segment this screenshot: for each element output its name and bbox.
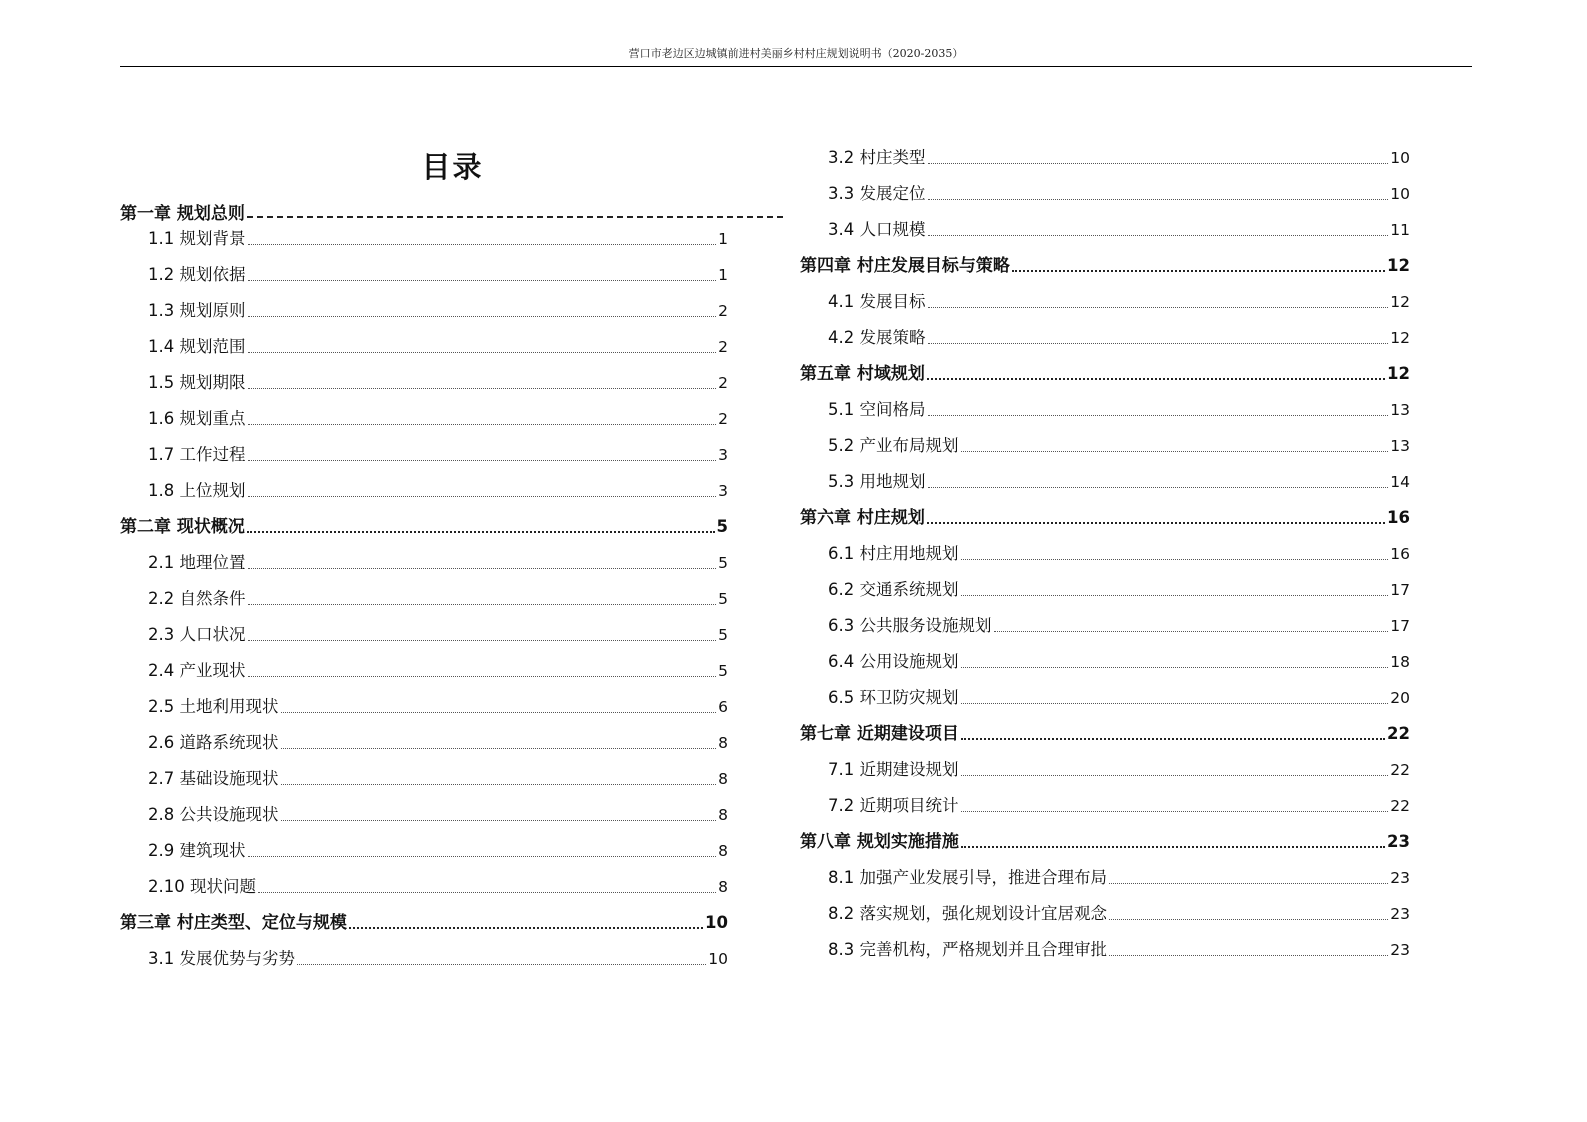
- toc-leader-dots: [281, 712, 717, 713]
- toc-section-entry[interactable]: [148, 693, 728, 719]
- toc-leader-dots: [961, 738, 1385, 740]
- toc-entry-page-number: 18: [1390, 653, 1410, 671]
- toc-leader-dots: [961, 775, 1389, 776]
- toc-entry-page-number: 17: [1390, 581, 1410, 599]
- toc-entry-page-number: 16: [1390, 545, 1410, 563]
- toc-section-entry[interactable]: [148, 333, 728, 359]
- toc-section-entry[interactable]: [828, 864, 1410, 890]
- toc-leader-dots: [1109, 955, 1388, 956]
- toc-entry-label: 1.8 上位规划: [148, 481, 246, 500]
- toc-section-entry[interactable]: [148, 405, 728, 431]
- toc-leader-dots: [258, 892, 716, 893]
- toc-section-entry[interactable]: [828, 144, 1410, 170]
- toc-entry-page-number: 10: [705, 913, 728, 932]
- toc-section-entry[interactable]: [828, 792, 1410, 818]
- toc-entry-label: 3.3 发展定位: [828, 184, 926, 203]
- page-header: 营口市老边区边城镇前进村美丽乡村村庄规划说明书（2020-2035）: [628, 47, 964, 60]
- toc-section-entry[interactable]: [148, 621, 728, 647]
- toc-leader-dots: [961, 595, 1389, 596]
- toc-section-entry[interactable]: [828, 432, 1410, 458]
- toc-entry-label: 4.2 发展策略: [828, 328, 926, 347]
- toc-entry-page-number: 10: [1390, 185, 1410, 203]
- toc-entry-page-number: 8: [718, 878, 728, 896]
- toc-entry-label: 第四章 村庄发展目标与策略: [800, 256, 1010, 276]
- toc-leader-dots: [1109, 919, 1388, 920]
- toc-entry-page-number: 12: [1390, 293, 1410, 311]
- toc-chapter-entry[interactable]: [120, 200, 785, 226]
- toc-section-entry[interactable]: [148, 801, 728, 827]
- toc-section-entry[interactable]: [828, 900, 1410, 926]
- toc-entry-page-number: 12: [1390, 329, 1410, 347]
- toc-chapter-entry[interactable]: [800, 828, 1410, 854]
- toc-entry-page-number: 13: [1390, 401, 1410, 419]
- toc-leader-dots: [248, 244, 717, 245]
- toc-chapter-entry[interactable]: [800, 360, 1410, 386]
- toc-leader-dots: [248, 424, 717, 425]
- toc-chapter-entry[interactable]: [120, 513, 728, 539]
- toc-entry-label: 3.2 村庄类型: [828, 148, 926, 167]
- toc-entry-page-number: 16: [1387, 508, 1410, 527]
- toc-entry-label: 2.6 道路系统现状: [148, 733, 279, 752]
- toc-entry-page-number: 20: [1390, 689, 1410, 707]
- toc-leader-dots: [248, 640, 717, 641]
- toc-leader-dots: [248, 604, 717, 605]
- toc-entry-label: 1.5 规划期限: [148, 373, 246, 392]
- toc-entry-label: 6.4 公用设施规划: [828, 652, 959, 671]
- toc-leader-dots: [247, 216, 783, 218]
- toc-entry-page-number: 17: [1390, 617, 1410, 635]
- toc-leader-dots: [297, 964, 706, 965]
- toc-entry-page-number: 12: [1387, 256, 1410, 275]
- toc-entry-page-number: 2: [718, 410, 728, 428]
- toc-entry-page-number: 2: [718, 374, 728, 392]
- toc-leader-dots: [928, 487, 1389, 488]
- toc-leader-dots: [349, 927, 703, 929]
- toc-section-entry[interactable]: [148, 261, 728, 287]
- toc-entry-label: 2.5 土地利用现状: [148, 697, 279, 716]
- toc-entry-label: 3.4 人口规模: [828, 220, 926, 239]
- toc-entry-page-number: 12: [1387, 364, 1410, 383]
- toc-entry-label: 2.1 地理位置: [148, 553, 246, 572]
- toc-section-entry[interactable]: [828, 288, 1410, 314]
- toc-entry-page-number: 13: [1390, 437, 1410, 455]
- toc-entry-page-number: 3: [718, 446, 728, 464]
- toc-leader-dots: [961, 451, 1389, 452]
- toc-entry-label: 1.2 规划依据: [148, 265, 246, 284]
- toc-entry-page-number: 8: [718, 806, 728, 824]
- toc-entry-label: 3.1 发展优势与劣势: [148, 949, 295, 968]
- toc-chapter-entry[interactable]: [800, 252, 1410, 278]
- toc-leader-dots: [928, 163, 1389, 164]
- toc-entry-page-number: 1: [718, 230, 728, 248]
- toc-entry-page-number: 5: [718, 590, 728, 608]
- toc-entry-label: 2.2 自然条件: [148, 589, 246, 608]
- toc-leader-dots: [961, 667, 1389, 668]
- toc-leader-dots: [248, 280, 717, 281]
- toc-entry-page-number: 5: [718, 662, 728, 680]
- toc-entry-label: 6.5 环卫防灾规划: [828, 688, 959, 707]
- toc-leader-dots: [247, 531, 715, 533]
- toc-entry-label: 6.1 村庄用地规划: [828, 544, 959, 563]
- toc-entry-label: 第八章 规划实施措施: [800, 832, 959, 852]
- toc-entry-page-number: 8: [718, 770, 728, 788]
- toc-leader-dots: [281, 784, 717, 785]
- toc-leader-dots: [248, 316, 717, 317]
- toc-leader-dots: [281, 820, 717, 821]
- toc-leader-dots: [248, 856, 717, 857]
- toc-entry-page-number: 5: [718, 554, 728, 572]
- toc-section-entry[interactable]: [828, 324, 1410, 350]
- toc-entry-page-number: 22: [1390, 797, 1410, 815]
- toc-section-entry[interactable]: [148, 729, 728, 755]
- toc-leader-dots: [928, 307, 1389, 308]
- toc-title: 目录: [421, 150, 484, 184]
- toc-entry-label: 8.2 落实规划，强化规划设计宜居观念: [828, 904, 1107, 923]
- toc-section-entry[interactable]: [148, 765, 728, 791]
- toc-entry-label: 8.3 完善机构，严格规划并且合理审批: [828, 940, 1107, 959]
- toc-entry-page-number: 22: [1387, 724, 1410, 743]
- toc-section-entry[interactable]: [828, 612, 1410, 638]
- toc-entry-label: 1.1 规划背景: [148, 229, 246, 248]
- toc-leader-dots: [961, 703, 1389, 704]
- toc-chapter-entry[interactable]: [120, 909, 728, 935]
- toc-entry-label: 2.9 建筑现状: [148, 841, 246, 860]
- toc-entry-label: 5.3 用地规划: [828, 472, 926, 491]
- toc-leader-dots: [248, 388, 717, 389]
- toc-leader-dots: [248, 460, 717, 461]
- toc-leader-dots: [928, 235, 1389, 236]
- toc-section-entry[interactable]: [148, 549, 728, 575]
- toc-section-entry[interactable]: [148, 837, 728, 863]
- toc-section-entry[interactable]: [148, 225, 728, 251]
- toc-leader-dots: [928, 199, 1389, 200]
- toc-section-entry[interactable]: [148, 297, 728, 323]
- toc-section-entry[interactable]: [148, 657, 728, 683]
- toc-entry-label: 6.2 交通系统规划: [828, 580, 959, 599]
- toc-section-entry[interactable]: [828, 540, 1410, 566]
- toc-entry-page-number: 10: [708, 950, 728, 968]
- toc-leader-dots: [1109, 883, 1388, 884]
- toc-entry-label: 2.7 基础设施现状: [148, 769, 279, 788]
- toc-chapter-entry[interactable]: [800, 504, 1410, 530]
- toc-entry-page-number: 23: [1387, 832, 1410, 851]
- toc-leader-dots: [248, 496, 717, 497]
- toc-leader-dots: [248, 352, 717, 353]
- toc-entry-label: 1.6 规划重点: [148, 409, 246, 428]
- toc-entry-page-number: 22: [1390, 761, 1410, 779]
- toc-entry-label: 第三章 村庄类型、定位与规模: [120, 913, 347, 933]
- toc-entry-label: 7.1 近期建设规划: [828, 760, 959, 779]
- toc-section-entry[interactable]: [828, 648, 1410, 674]
- toc-section-entry[interactable]: [828, 468, 1410, 494]
- toc-entry-page-number: 10: [1390, 149, 1410, 167]
- toc-entry-page-number: 6: [718, 698, 728, 716]
- toc-leader-dots: [1012, 270, 1385, 272]
- toc-entry-label: 5.2 产业布局规划: [828, 436, 959, 455]
- toc-entry-label: 7.2 近期项目统计: [828, 796, 959, 815]
- toc-entry-page-number: 23: [1390, 941, 1410, 959]
- toc-leader-dots: [928, 415, 1389, 416]
- toc-entry-label: 1.3 规划原则: [148, 301, 246, 320]
- toc-section-entry[interactable]: [148, 945, 728, 971]
- toc-leader-dots: [961, 559, 1389, 560]
- toc-entry-page-number: 11: [1390, 221, 1410, 239]
- toc-entry-label: 6.3 公共服务设施规划: [828, 616, 992, 635]
- toc-entry-page-number: 1: [718, 266, 728, 284]
- toc-leader-dots: [961, 846, 1385, 848]
- toc-section-entry[interactable]: [828, 936, 1410, 962]
- toc-entry-label: 5.1 空间格局: [828, 400, 926, 419]
- toc-section-entry[interactable]: [148, 477, 728, 503]
- toc-entry-page-number: 5: [716, 517, 728, 536]
- toc-entry-page-number: 3: [718, 482, 728, 500]
- toc-entry-label: 8.1 加强产业发展引导，推进合理布局: [828, 868, 1107, 887]
- toc-entry-label: 2.3 人口状况: [148, 625, 246, 644]
- toc-entry-page-number: 8: [718, 842, 728, 860]
- toc-leader-dots: [961, 811, 1389, 812]
- toc-section-entry[interactable]: [828, 756, 1410, 782]
- toc-entry-label: 2.10 现状问题: [148, 877, 256, 896]
- toc-entry-label: 第七章 近期建设项目: [800, 724, 959, 744]
- toc-section-entry[interactable]: [828, 396, 1410, 422]
- toc-entry-label: 第五章 村域规划: [800, 364, 925, 384]
- toc-entry-page-number: 23: [1390, 905, 1410, 923]
- toc-section-entry[interactable]: [828, 180, 1410, 206]
- toc-section-entry[interactable]: [828, 576, 1410, 602]
- toc-entry-page-number: 5: [718, 626, 728, 644]
- toc-entry-page-number: 8: [718, 734, 728, 752]
- toc-section-entry[interactable]: [828, 216, 1410, 242]
- toc-entry-label: 第二章 现状概况: [120, 517, 245, 537]
- toc-leader-dots: [927, 378, 1385, 380]
- toc-entry-page-number: 2: [718, 302, 728, 320]
- toc-entry-label: 2.8 公共设施现状: [148, 805, 279, 824]
- toc-chapter-entry[interactable]: [800, 720, 1410, 746]
- toc-leader-dots: [248, 676, 717, 677]
- toc-leader-dots: [248, 568, 717, 569]
- toc-leader-dots: [928, 343, 1389, 344]
- toc-section-entry[interactable]: [148, 585, 728, 611]
- toc-entry-label: 第一章 规划总则: [120, 204, 245, 224]
- toc-entry-label: 1.7 工作过程: [148, 445, 246, 464]
- toc-entry-page-number: 23: [1390, 869, 1410, 887]
- toc-entry-label: 第六章 村庄规划: [800, 508, 925, 528]
- toc-right-column: [800, 0, 1410, 1122]
- toc-left-column: [120, 0, 785, 1122]
- toc-entry-label: 1.4 规划范围: [148, 337, 246, 356]
- toc-leader-dots: [994, 631, 1389, 632]
- toc-section-entry[interactable]: [148, 369, 728, 395]
- toc-entry-label: 2.4 产业现状: [148, 661, 246, 680]
- toc-entry-label: 4.1 发展目标: [828, 292, 926, 311]
- toc-section-entry[interactable]: [828, 684, 1410, 710]
- toc-entry-page-number: 14: [1390, 473, 1410, 491]
- toc-section-entry[interactable]: [148, 873, 728, 899]
- toc-section-entry[interactable]: [148, 441, 728, 467]
- toc-leader-dots: [281, 748, 717, 749]
- toc-leader-dots: [927, 522, 1385, 524]
- toc-entry-page-number: 2: [718, 338, 728, 356]
